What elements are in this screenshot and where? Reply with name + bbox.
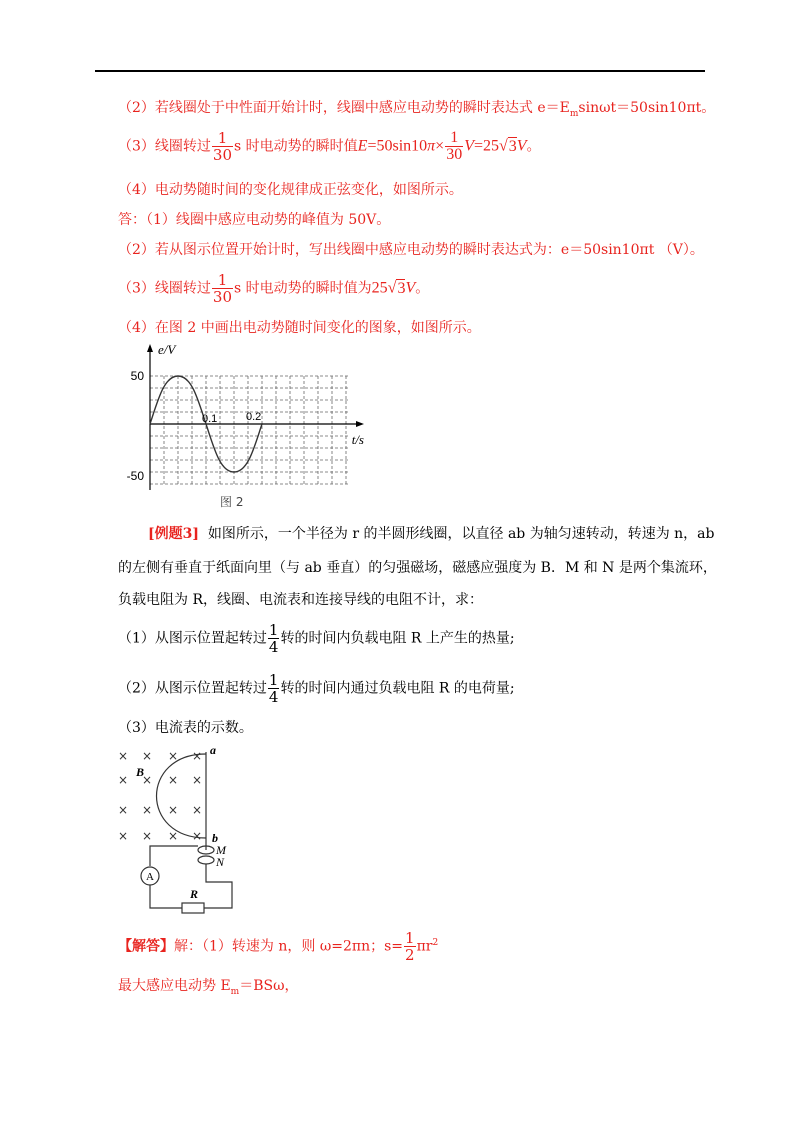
magnetic-field-marks — [118, 749, 202, 843]
fraction-1-30-b: $\frac{1}{30}$ — [212, 271, 233, 306]
svg-text:×: × — [142, 749, 153, 763]
final-answer-4: （4）在图 2 中画出电动势随时间变化的图象，如图所示。 — [118, 320, 481, 336]
svg-text:×: × — [118, 803, 129, 817]
svg-text:×: × — [142, 829, 153, 843]
svg-text:×: × — [192, 829, 203, 843]
ammeter-label: A — [146, 871, 154, 883]
svg-text:×: × — [168, 773, 179, 787]
question-1: （1）从图示位置起转过 $\frac{1}{4}$ 转的时间内负载电阻 R 上产生的热量; — [118, 621, 515, 656]
question-2: （2）从图示位置起转过 $\frac{1}{4}$ 转的时间内通过负载电阻 R 的电荷量; — [118, 671, 515, 706]
example-3-line-2: 的左侧有垂直于纸面向里（与 ab 垂直）的匀强磁场，磁感应强度为 B．M 和 N 是两个集流环， — [118, 560, 717, 576]
label-B: B — [136, 765, 145, 779]
y-tick-50: 50 — [130, 369, 144, 383]
svg-text:×: × — [168, 749, 179, 763]
svg-text:×: × — [192, 803, 203, 817]
label-a: a — [210, 743, 216, 757]
label-R: R — [190, 887, 199, 901]
emf-time-graph — [118, 340, 368, 512]
fraction-1-30-inline: $\frac{1}{30}$ — [446, 129, 463, 163]
resistor-R — [182, 903, 204, 913]
svg-text:×: × — [168, 803, 179, 817]
graph-grid — [150, 376, 350, 484]
svg-text:×: × — [192, 773, 203, 787]
semicircle-coil — [157, 754, 207, 838]
svg-text:×: × — [168, 829, 179, 843]
x-tick-0.1: 0.1 — [202, 413, 218, 425]
answer-line-3: （3）线圈转过 $\frac{1}{30}$ s 时电动势的瞬时值E=50sin10π× $\frac{1}{30}$ V=25√3V。 — [118, 129, 541, 164]
final-answer-2: （2）若从图示位置开始计时，写出线圈中感应电动势的瞬时表达式为：e＝50sin10πt （V）。 — [118, 242, 704, 258]
x-axis-label: t/s — [351, 432, 364, 447]
answer-line-2: （2）若线圈处于中性面开始计时，线圈中感应电动势的瞬时表达式 $e=E_m\sin\omega t=50\sin 10\pi t$。 — [118, 100, 716, 119]
graph-caption: 图 2 — [220, 495, 244, 509]
question-3: （3）电流表的示数。 — [118, 720, 253, 736]
svg-text:×: × — [142, 773, 153, 787]
svg-text:×: × — [142, 803, 153, 817]
svg-text:×: × — [118, 773, 129, 787]
x-tick-0.2: 0.2 — [246, 411, 262, 423]
final-answer-3: （3）线圈转过 $\frac{1}{30}$ s 时电动势的瞬时值为25√3V。 — [118, 271, 430, 306]
label-b: b — [212, 831, 218, 845]
solution-line-1: 【解答】解：（1）转速为 n，则 ω=2πn；s= $\frac{1}{2}$ $\pi r^2$ — [118, 929, 439, 964]
svg-text:×: × — [118, 829, 129, 843]
ring-N — [198, 856, 214, 864]
svg-text:×: × — [192, 749, 203, 763]
svg-text:×: × — [118, 749, 129, 763]
circuit-diagram — [110, 742, 250, 914]
header-rule — [95, 70, 705, 72]
final-answer-1: 答：（1）线圈中感应电动势的峰值为 50V。 — [118, 212, 391, 228]
fraction-1-30: $\frac{1}{30}$ — [212, 129, 233, 164]
example-3-line-3: 负载电阻为 R，线圈、电流表和连接导线的电阻不计，求： — [118, 592, 483, 608]
label-N: N — [216, 855, 225, 869]
y-tick-neg50: -50 — [126, 469, 144, 483]
label-M: M — [216, 843, 226, 857]
example-3-line-1: [例题3] 如图所示，一个半径为 r 的半圆形线圈，以直径 ab 为轴匀速转动，转速为 n，ab — [148, 526, 715, 542]
y-axis-label: e/V — [158, 342, 176, 357]
solution-line-2: 最大感应电动势 $E_m=BS\omega$， — [118, 978, 299, 997]
answer-line-4: （4）电动势随时间的变化规律成正弦变化，如图所示。 — [118, 182, 463, 198]
